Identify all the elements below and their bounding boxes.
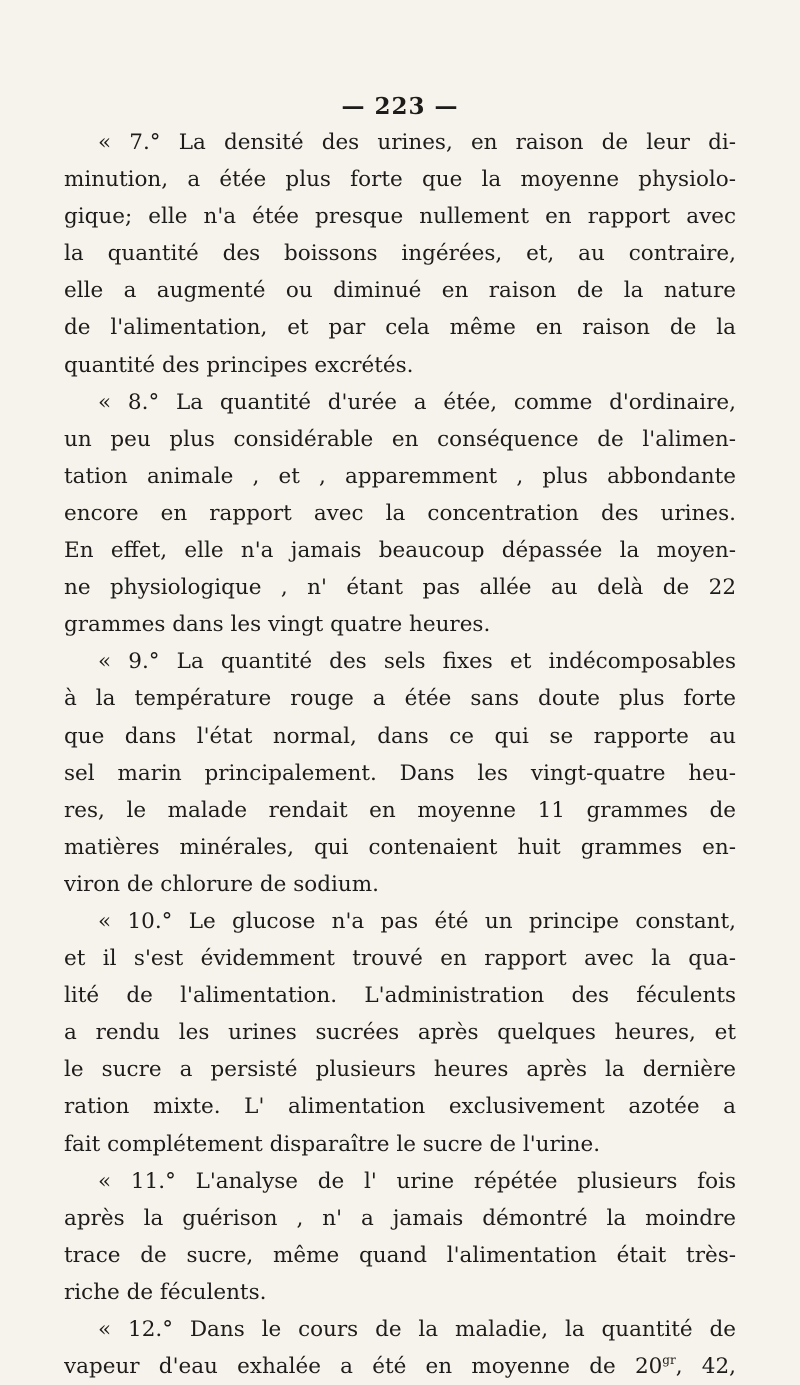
text-line-content: sel marin principalement. Dans les vingt-quatre heu- (64, 760, 736, 786)
text-line (64, 718, 736, 755)
text-line (64, 309, 736, 346)
text-line-content: gique; elle n'a étée presque nullement en rapport avec (64, 204, 736, 230)
text-line-content: le sucre a persisté plusieurs heures après la dernière (64, 1057, 736, 1083)
text-line-content: ration mixte. L' alimentation exclusivement azotée a (64, 1094, 736, 1120)
text-line-content: « 10.° Le glucose n'a pas été un principe constant, (98, 908, 736, 934)
text-line-content: que dans l'état normal, dans ce qui se rapporte au (64, 723, 736, 749)
text-line-content: et il s'est évidemment trouvé en rapport avec la qua- (64, 946, 736, 972)
text-line-content: En effet, elle n'a jamais beaucoup dépassée la moyen- (64, 538, 736, 564)
text-line-content: à la température rouge a étée sans doute plus forte (64, 686, 736, 712)
text-line (64, 384, 736, 421)
text-line-content: « 8.° La quantité d'urée a étée, comme d'ordinaire, (98, 389, 736, 415)
text-line (64, 421, 736, 458)
text-line (64, 235, 736, 272)
text-line-content: matières minérales, qui contenaient huit grammes en- (64, 834, 736, 860)
text-line (64, 680, 736, 717)
text-line-content: tation animale , et , apparemment , plus abbondante (64, 463, 736, 489)
text-line-content: fait complétement disparaître le sucre de l'urine. (64, 1131, 601, 1157)
text-line (64, 792, 736, 829)
text-line-content: « 7.° La densité des urines, en raison de leur di- (98, 130, 736, 155)
text-line-content: res, le malade rendait en moyenne 11 grammes de (64, 797, 736, 823)
text-line (64, 1088, 736, 1125)
text-line (64, 1163, 736, 1200)
text-line (64, 1051, 736, 1088)
text-line-content: la quantité des boissons ingérées, et, au contraire, (64, 241, 736, 267)
text-line (64, 977, 736, 1014)
text-line (64, 643, 736, 680)
text-line-content: « 9.° La quantité des sels fixes et indécomposables (98, 649, 736, 675)
text-line (64, 495, 736, 532)
text-line (64, 198, 736, 235)
text-line (64, 458, 736, 495)
text-line (64, 124, 736, 161)
body-text (64, 124, 736, 1385)
text-line (64, 1237, 736, 1274)
text-line-content: elle a augmenté ou diminué en raison de la nature (64, 278, 736, 304)
text-line (64, 866, 736, 903)
text-line-content: lité de l'alimentation. L'administration des féculents (64, 983, 736, 1009)
text-line-content: « 11.° L'analyse de l' urine répétée plusieurs fois (98, 1168, 736, 1194)
text-line (64, 940, 736, 977)
text-line-content: minution, a étée plus forte que la moyenne physiolo- (64, 167, 736, 193)
text-line-content: de l'alimentation, et par cela même en raison de la (64, 315, 736, 341)
text-line (64, 903, 736, 940)
text-line-content: vapeur d'eau exhalée a été en moyenne de 20 (64, 1354, 663, 1380)
text-line (64, 1014, 736, 1051)
text-line-content: trace de sucre, même quand l'alimentation était très- (64, 1242, 736, 1268)
text-line (64, 532, 736, 569)
text-line (64, 755, 736, 792)
unit-superscript: gr (662, 1353, 676, 1368)
text-line (64, 829, 736, 866)
text-line-tail: , 42, (675, 1354, 736, 1380)
text-line-content: ne physiologique , n' étant pas allée au delà de 22 (64, 575, 736, 601)
text-line-content: encore en rapport avec la concentration des urines. (64, 500, 736, 526)
text-line (64, 161, 736, 198)
page-number: — 223 — (341, 93, 459, 120)
text-line (64, 1126, 736, 1163)
text-line (64, 347, 736, 384)
text-line (64, 1200, 736, 1237)
text-line-content: après la guérison , n' a jamais démontré la moindre (64, 1205, 736, 1231)
text-line-content: un peu plus considérable en conséquence de l'alimen- (64, 426, 736, 452)
text-line-content: viron de chlorure de sodium. (64, 871, 379, 897)
text-line-content: a rendu les urines sucrées après quelques heures, et (64, 1020, 736, 1046)
text-line-content: « 12.° Dans le cours de la maladie, la quantité de (98, 1317, 736, 1342)
text-line (64, 1274, 736, 1311)
text-line-content: grammes dans les vingt quatre heures. (64, 612, 491, 638)
text-line-content: quantité des principes excrétés. (64, 352, 414, 378)
text-line (64, 1348, 736, 1385)
text-line-content: riche de féculents. (64, 1279, 267, 1305)
text-line (64, 569, 736, 606)
text-line (64, 606, 736, 643)
text-line (64, 272, 736, 309)
text-line (64, 1311, 736, 1348)
